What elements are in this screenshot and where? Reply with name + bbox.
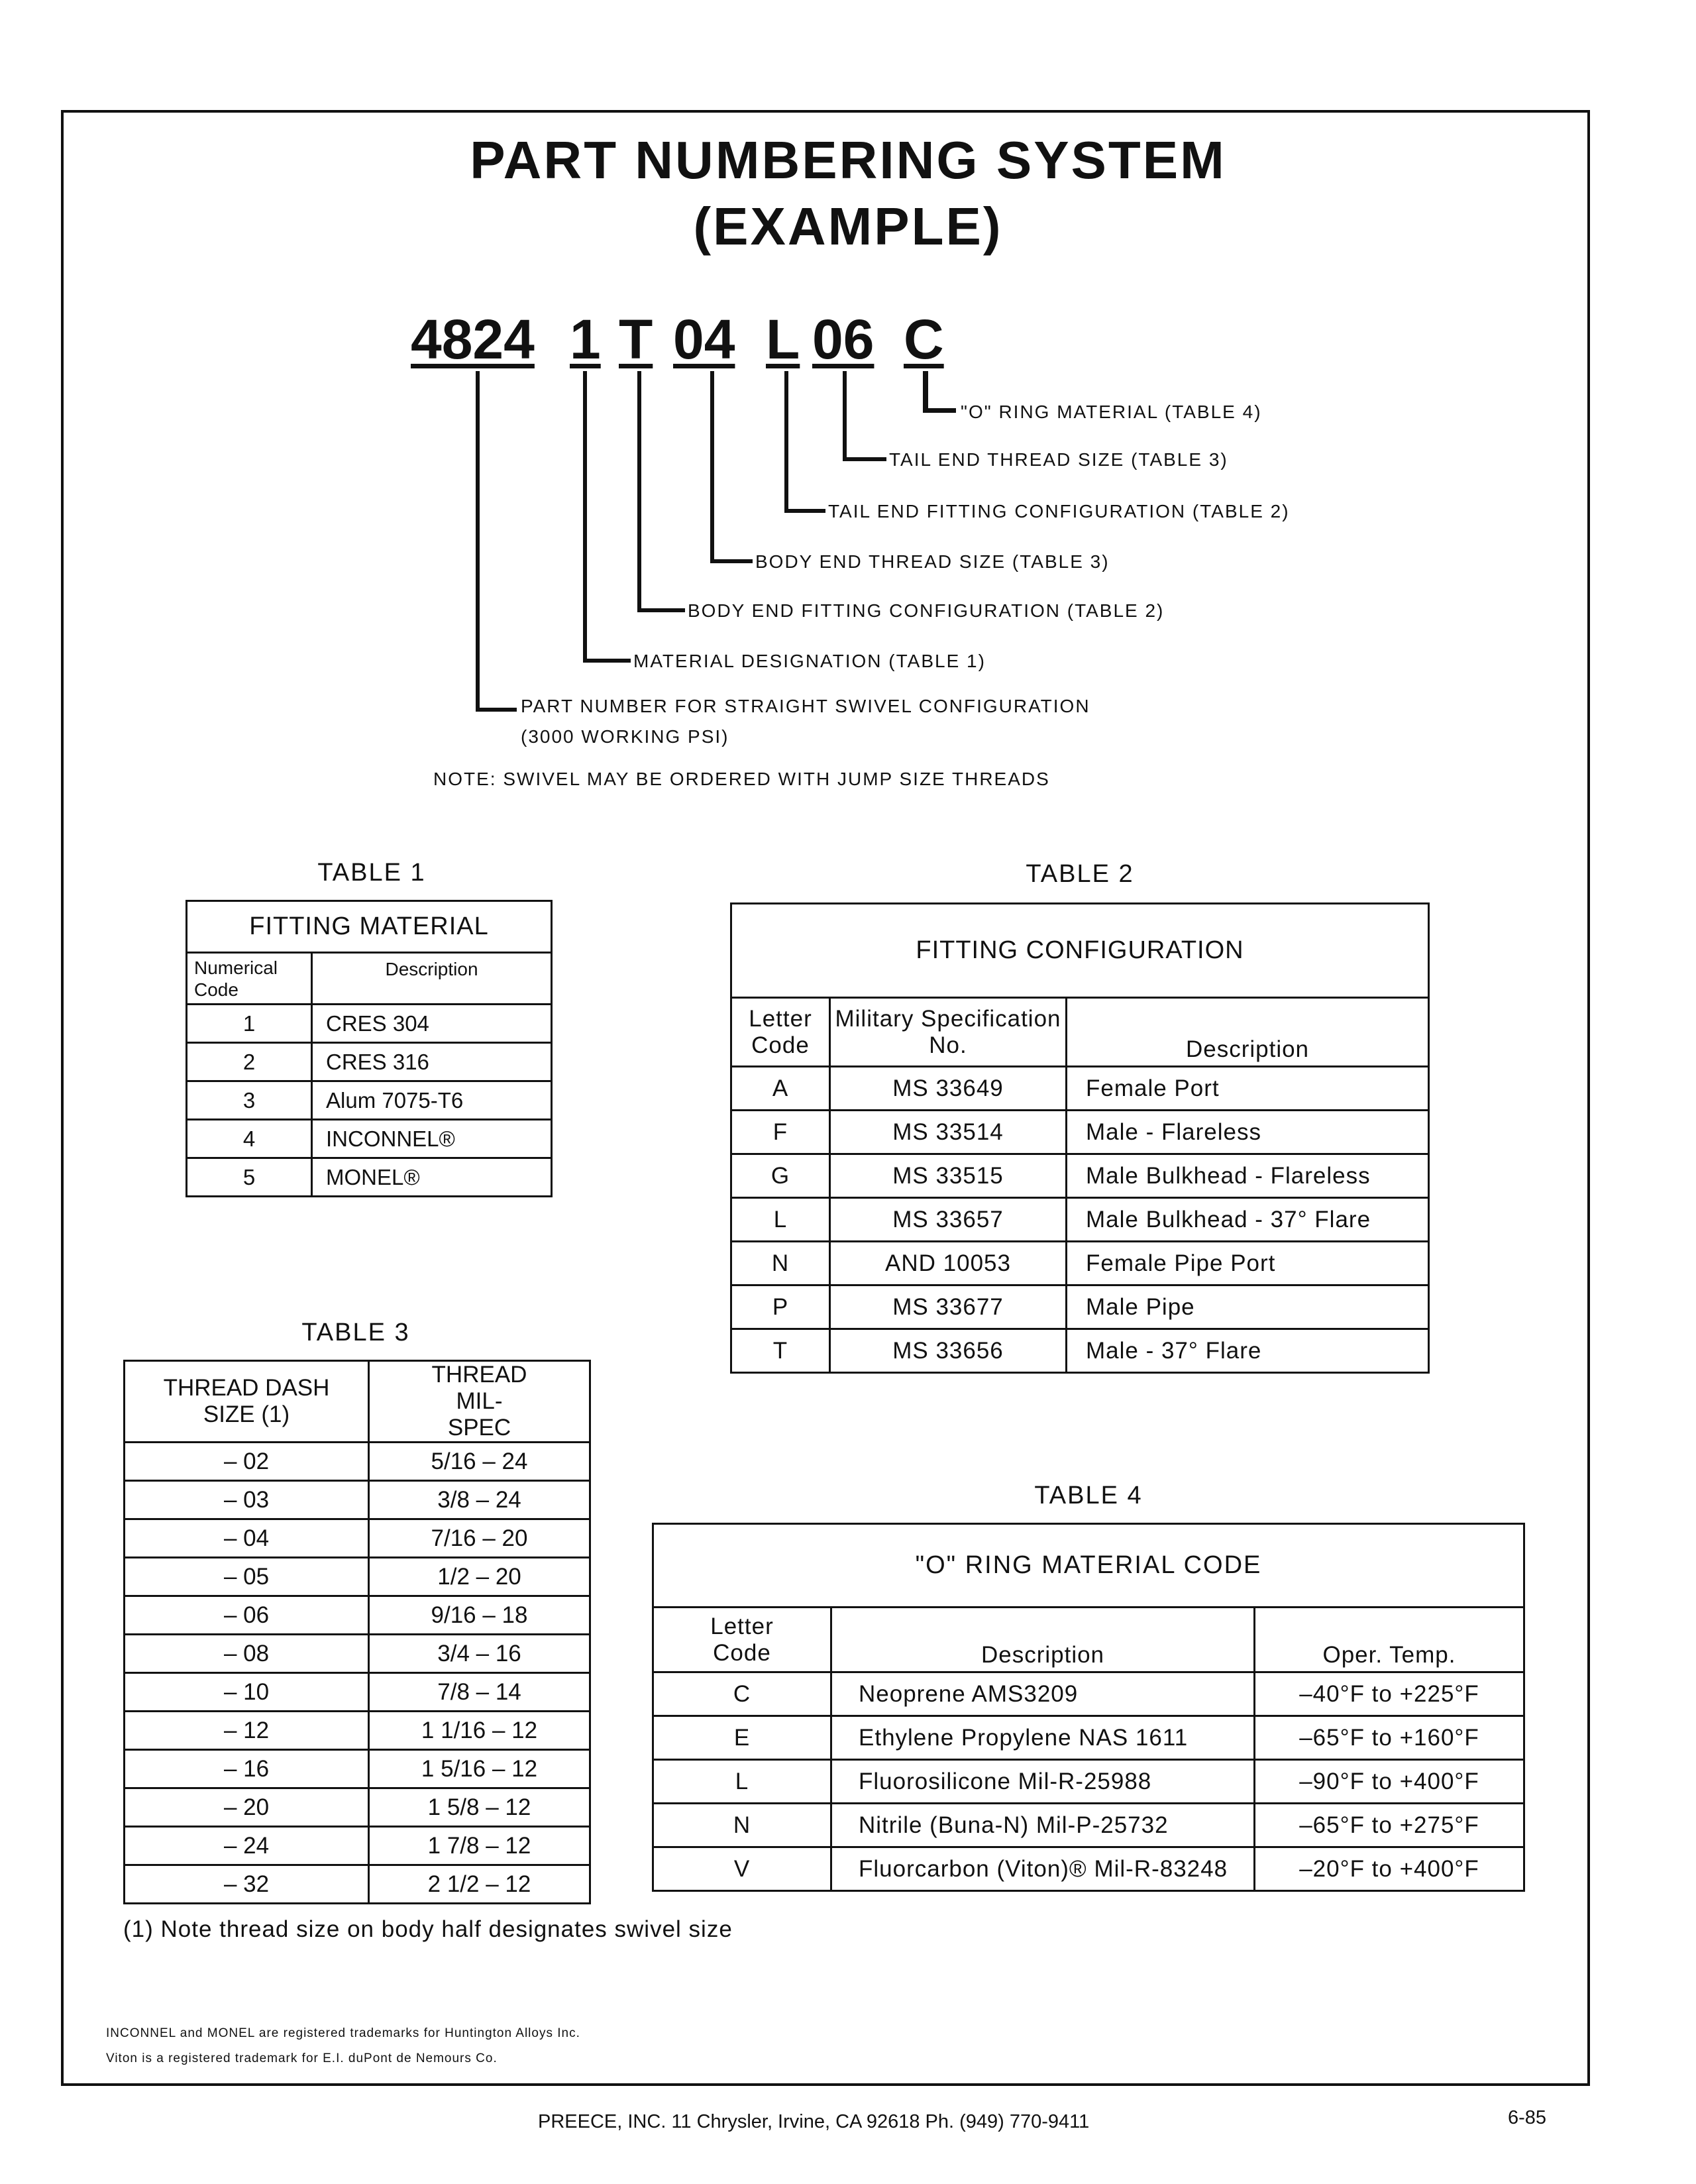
table2-col-code: Letter Code (731, 998, 830, 1067)
table4-temp: –65°F to +275°F (1255, 1804, 1524, 1847)
table3-spec: 3/8 – 24 (369, 1481, 590, 1519)
footer-company-address: PREECE, INC. 11 Chrysler, Irvine, CA 92618 Ph. (949) 770-9411 (538, 2111, 1090, 2132)
table4-code: L (653, 1760, 831, 1804)
table2-spec: MS 33515 (830, 1154, 1067, 1198)
table2-spec: MS 33677 (830, 1285, 1067, 1329)
table1-code: 2 (187, 1043, 312, 1081)
table4-heading: "O" RING MATERIAL CODE (653, 1524, 1524, 1608)
table3-spec: 1 5/8 – 12 (369, 1788, 590, 1827)
leader-tail-thread-v (843, 371, 847, 461)
table3 (123, 1360, 591, 1904)
table4-code: V (653, 1847, 831, 1891)
table3-spec: 1 1/16 – 12 (369, 1712, 590, 1750)
table4-temp: –65°F to +160°F (1255, 1716, 1524, 1760)
table4-desc: Nitrile (Buna-N) Mil-P-25732 (831, 1804, 1255, 1847)
table2-desc: Male Pipe (1067, 1285, 1429, 1329)
pn-oring: C (904, 308, 944, 370)
leader-tail-config-v (784, 371, 788, 513)
table3-spec: 7/16 – 20 (369, 1519, 590, 1558)
callout-tail-thread: TAIL END THREAD SIZE (TABLE 3) (889, 449, 1228, 470)
table-row (731, 1242, 1429, 1285)
table4-desc: Neoprene AMS3209 (831, 1672, 1255, 1716)
callout-part-number: PART NUMBER FOR STRAIGHT SWIVEL CONFIGURATION (521, 696, 1090, 716)
table1-code: 4 (187, 1120, 312, 1158)
leader-body-thread-h (710, 559, 753, 563)
callout-part-number-sub: (3000 WORKING PSI) (521, 726, 729, 747)
pn-tail-config: L (766, 308, 800, 370)
table-row (653, 1847, 1524, 1891)
table1-col-code: Numerical Code (187, 953, 312, 1005)
callout-body-config: BODY END FITTING CONFIGURATION (TABLE 2) (688, 600, 1165, 621)
table2-code: P (731, 1285, 830, 1329)
table3-dash: – 32 (125, 1865, 369, 1904)
table-row (187, 1081, 552, 1120)
callout-material: MATERIAL DESIGNATION (TABLE 1) (633, 651, 986, 671)
table4-col-desc: Description (831, 1608, 1255, 1672)
table3-dash: – 05 (125, 1558, 369, 1596)
table-row (125, 1712, 590, 1750)
table3-spec: 7/8 – 14 (369, 1673, 590, 1712)
table1-desc: INCONNEL® (312, 1120, 552, 1158)
table-row (653, 1804, 1524, 1847)
callout-oring: "O" RING MATERIAL (TABLE 4) (961, 402, 1262, 422)
table4 (652, 1523, 1525, 1892)
leader-oring-h (923, 408, 956, 413)
table1-desc: CRES 304 (312, 1005, 552, 1043)
table1 (186, 900, 553, 1197)
jump-size-note: NOTE: SWIVEL MAY BE ORDERED WITH JUMP SIZE THREADS (433, 769, 1050, 789)
table3-dash: – 20 (125, 1788, 369, 1827)
table3-spec: 2 1/2 – 12 (369, 1865, 590, 1904)
table-row (731, 1154, 1429, 1198)
table4-code: C (653, 1672, 831, 1716)
leader-part-number-h (476, 708, 517, 712)
table3-dash: – 03 (125, 1481, 369, 1519)
table-row (125, 1673, 590, 1712)
table1-desc: CRES 316 (312, 1043, 552, 1081)
table1-caption: TABLE 1 (317, 859, 426, 887)
table-row (731, 1067, 1429, 1111)
table3-footnote: (1) Note thread size on body half designates swivel size (123, 1916, 733, 1942)
table3-spec: 5/16 – 24 (369, 1443, 590, 1481)
table-row (125, 1558, 590, 1596)
leader-part-number-v (476, 371, 480, 712)
leader-oring-v (923, 371, 928, 412)
callout-body-thread: BODY END THREAD SIZE (TABLE 3) (755, 551, 1110, 572)
table3-caption: TABLE 3 (301, 1319, 410, 1346)
leader-material-h (583, 659, 631, 663)
table3-col-spec: THREAD MIL-SPEC (369, 1361, 590, 1443)
table-row (125, 1596, 590, 1635)
leader-material-v (583, 371, 587, 663)
table1-desc: Alum 7075-T6 (312, 1081, 552, 1120)
pn-body-config: T (619, 308, 653, 370)
table3-spec: 1 7/8 – 12 (369, 1827, 590, 1865)
table2-code: F (731, 1111, 830, 1154)
table3-dash: – 06 (125, 1596, 369, 1635)
table2-col-desc: Description (1067, 998, 1429, 1067)
table4-desc: Ethylene Propylene NAS 1611 (831, 1716, 1255, 1760)
table1-heading: FITTING MATERIAL (187, 901, 552, 953)
table4-temp: –20°F to +400°F (1255, 1847, 1524, 1891)
table2-desc: Male Bulkhead - Flareless (1067, 1154, 1429, 1198)
table2-desc: Male - 37° Flare (1067, 1329, 1429, 1373)
table-row (125, 1750, 590, 1788)
table-row (731, 1329, 1429, 1373)
table1-code: 5 (187, 1158, 312, 1197)
table-row (125, 1788, 590, 1827)
table-row (187, 1043, 552, 1081)
table4-temp: –90°F to +400°F (1255, 1760, 1524, 1804)
page-number: 6-85 (1508, 2107, 1547, 2128)
table-row (187, 1005, 552, 1043)
table4-code: N (653, 1804, 831, 1847)
table4-desc: Fluorcarbon (Viton)® Mil-R-83248 (831, 1847, 1255, 1891)
table2-desc: Female Port (1067, 1067, 1429, 1111)
table2-code: G (731, 1154, 830, 1198)
table1-col-desc: Description (312, 953, 552, 1005)
table4-temp: –40°F to +225°F (1255, 1672, 1524, 1716)
table-row (125, 1443, 590, 1481)
table3-dash: – 12 (125, 1712, 369, 1750)
page-title: PART NUMBERING SYSTEM (470, 131, 1226, 190)
table3-dash: – 10 (125, 1673, 369, 1712)
table2-desc: Male - Flareless (1067, 1111, 1429, 1154)
table2-code: T (731, 1329, 830, 1373)
table-row (125, 1635, 590, 1673)
leader-tail-thread-h (843, 457, 886, 461)
pn-body-thread: 04 (673, 308, 735, 370)
table2-col-spec: Military Specification No. (830, 998, 1067, 1067)
trademark-inconnel-monel: INCONNEL and MONEL are registered trademarks for Huntington Alloys Inc. (106, 2026, 580, 2040)
pn-base: 4824 (411, 308, 535, 370)
table4-caption: TABLE 4 (1034, 1482, 1143, 1509)
table3-col-dash: THREAD DASH SIZE (1) (125, 1361, 369, 1443)
table-row (653, 1760, 1524, 1804)
table2-spec: AND 10053 (830, 1242, 1067, 1285)
table2-caption: TABLE 2 (1026, 860, 1134, 888)
leader-body-thread-v (710, 371, 714, 563)
leader-tail-config-h (784, 509, 825, 513)
leader-body-config-h (637, 608, 685, 612)
table2-code: A (731, 1067, 830, 1111)
table2 (730, 902, 1430, 1374)
table2-spec: MS 33649 (830, 1067, 1067, 1111)
table2-heading: FITTING CONFIGURATION (731, 904, 1429, 998)
table-row (653, 1716, 1524, 1760)
table3-spec: 1/2 – 20 (369, 1558, 590, 1596)
callout-tail-config: TAIL END FITTING CONFIGURATION (TABLE 2) (828, 501, 1290, 521)
table-row (125, 1481, 590, 1519)
trademark-viton: Viton is a registered trademark for E.I. duPont de Nemours Co. (106, 2051, 498, 2065)
table2-code: N (731, 1242, 830, 1285)
table2-spec: MS 33656 (830, 1329, 1067, 1373)
table2-spec: MS 33514 (830, 1111, 1067, 1154)
table4-desc: Fluorosilicone Mil-R-25988 (831, 1760, 1255, 1804)
table2-desc: Female Pipe Port (1067, 1242, 1429, 1285)
table1-desc: MONEL® (312, 1158, 552, 1197)
table4-col-code: Letter Code (653, 1608, 831, 1672)
table3-dash: – 02 (125, 1443, 369, 1481)
table-row (125, 1827, 590, 1865)
table3-spec: 3/4 – 16 (369, 1635, 590, 1673)
table4-col-temp: Oper. Temp. (1255, 1608, 1524, 1672)
table-row (125, 1865, 590, 1904)
pn-tail-thread: 06 (812, 308, 874, 370)
table-row (731, 1285, 1429, 1329)
table-row (653, 1672, 1524, 1716)
table4-code: E (653, 1716, 831, 1760)
table3-dash: – 24 (125, 1827, 369, 1865)
table-row (731, 1111, 1429, 1154)
page-subtitle: (EXAMPLE) (693, 197, 1003, 256)
leader-body-config-v (637, 371, 641, 612)
table3-dash: – 04 (125, 1519, 369, 1558)
table2-code: L (731, 1198, 830, 1242)
table-row (187, 1158, 552, 1197)
table3-spec: 9/16 – 18 (369, 1596, 590, 1635)
table3-spec: 1 5/16 – 12 (369, 1750, 590, 1788)
table2-spec: MS 33657 (830, 1198, 1067, 1242)
table-row (187, 1120, 552, 1158)
table1-code: 1 (187, 1005, 312, 1043)
table2-desc: Male Bulkhead - 37° Flare (1067, 1198, 1429, 1242)
pn-material: 1 (570, 308, 601, 370)
table1-code: 3 (187, 1081, 312, 1120)
table-row (125, 1519, 590, 1558)
table3-dash: – 08 (125, 1635, 369, 1673)
table-row (731, 1198, 1429, 1242)
table3-dash: – 16 (125, 1750, 369, 1788)
